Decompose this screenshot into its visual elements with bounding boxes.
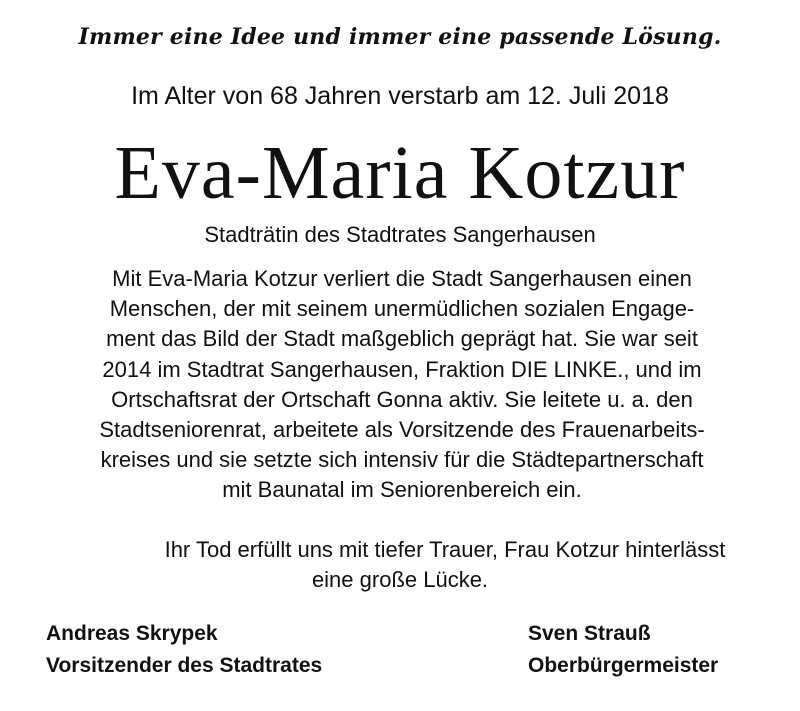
tribute-line: kreises und sie setzte sich intensiv für die Städtepartnerschaft [100, 447, 704, 473]
signature-block-left [46, 618, 322, 682]
deceased-role: Stadträtin des Stadtrates Sangerhausen [204, 222, 596, 247]
signature-block-right [528, 618, 718, 682]
closing-line: eine große Lücke. [311, 567, 489, 592]
age-death-line: Im Alter von 68 Jahren verstarb am 12. Juli 2018 [131, 82, 669, 110]
signatory-name: Sven Strauß [528, 622, 651, 645]
signatory-name: Andreas Skrypek [46, 622, 218, 645]
tribute-line: mit Baunatal im Seniorenbereich ein. [222, 477, 582, 503]
tribute-paragraph [52, 264, 752, 506]
tribute-line: ment das Bild der Stadt maßgeblich geprägt hat. Sie war seit [106, 326, 698, 352]
deceased-name: Eva-Maria Kotzur [114, 131, 686, 215]
signatory-title: Vorsitzender des Stadtrates [46, 654, 323, 677]
tribute-line: 2014 im Stadtrat Sangerhausen, Fraktion DIE LINKE., und im [102, 356, 702, 382]
tribute-line: Menschen, der mit seinem unermüdlichen sozialen Engage- [109, 296, 695, 322]
signatory-title: Oberbürgermeister [528, 654, 719, 677]
tribute-line: Mit Eva-Maria Kotzur verliert die Stadt Sangerhausen einen [112, 266, 692, 291]
closing-line: Ihr Tod erfüllt uns mit tiefer Trauer, Frau Kotzur hinterlässt [164, 537, 726, 562]
tribute-line: Stadtseniorenrat, arbeitete als Vorsitzende des Frauenarbeits- [99, 417, 705, 443]
motto-heading: Immer eine Idee und immer eine passende Lösung. [78, 24, 722, 50]
closing-paragraph [0, 535, 800, 595]
tribute-line: Ortschaftsrat der Ortschaft Gonna aktiv. Sie leitete u. a. den [111, 386, 693, 412]
